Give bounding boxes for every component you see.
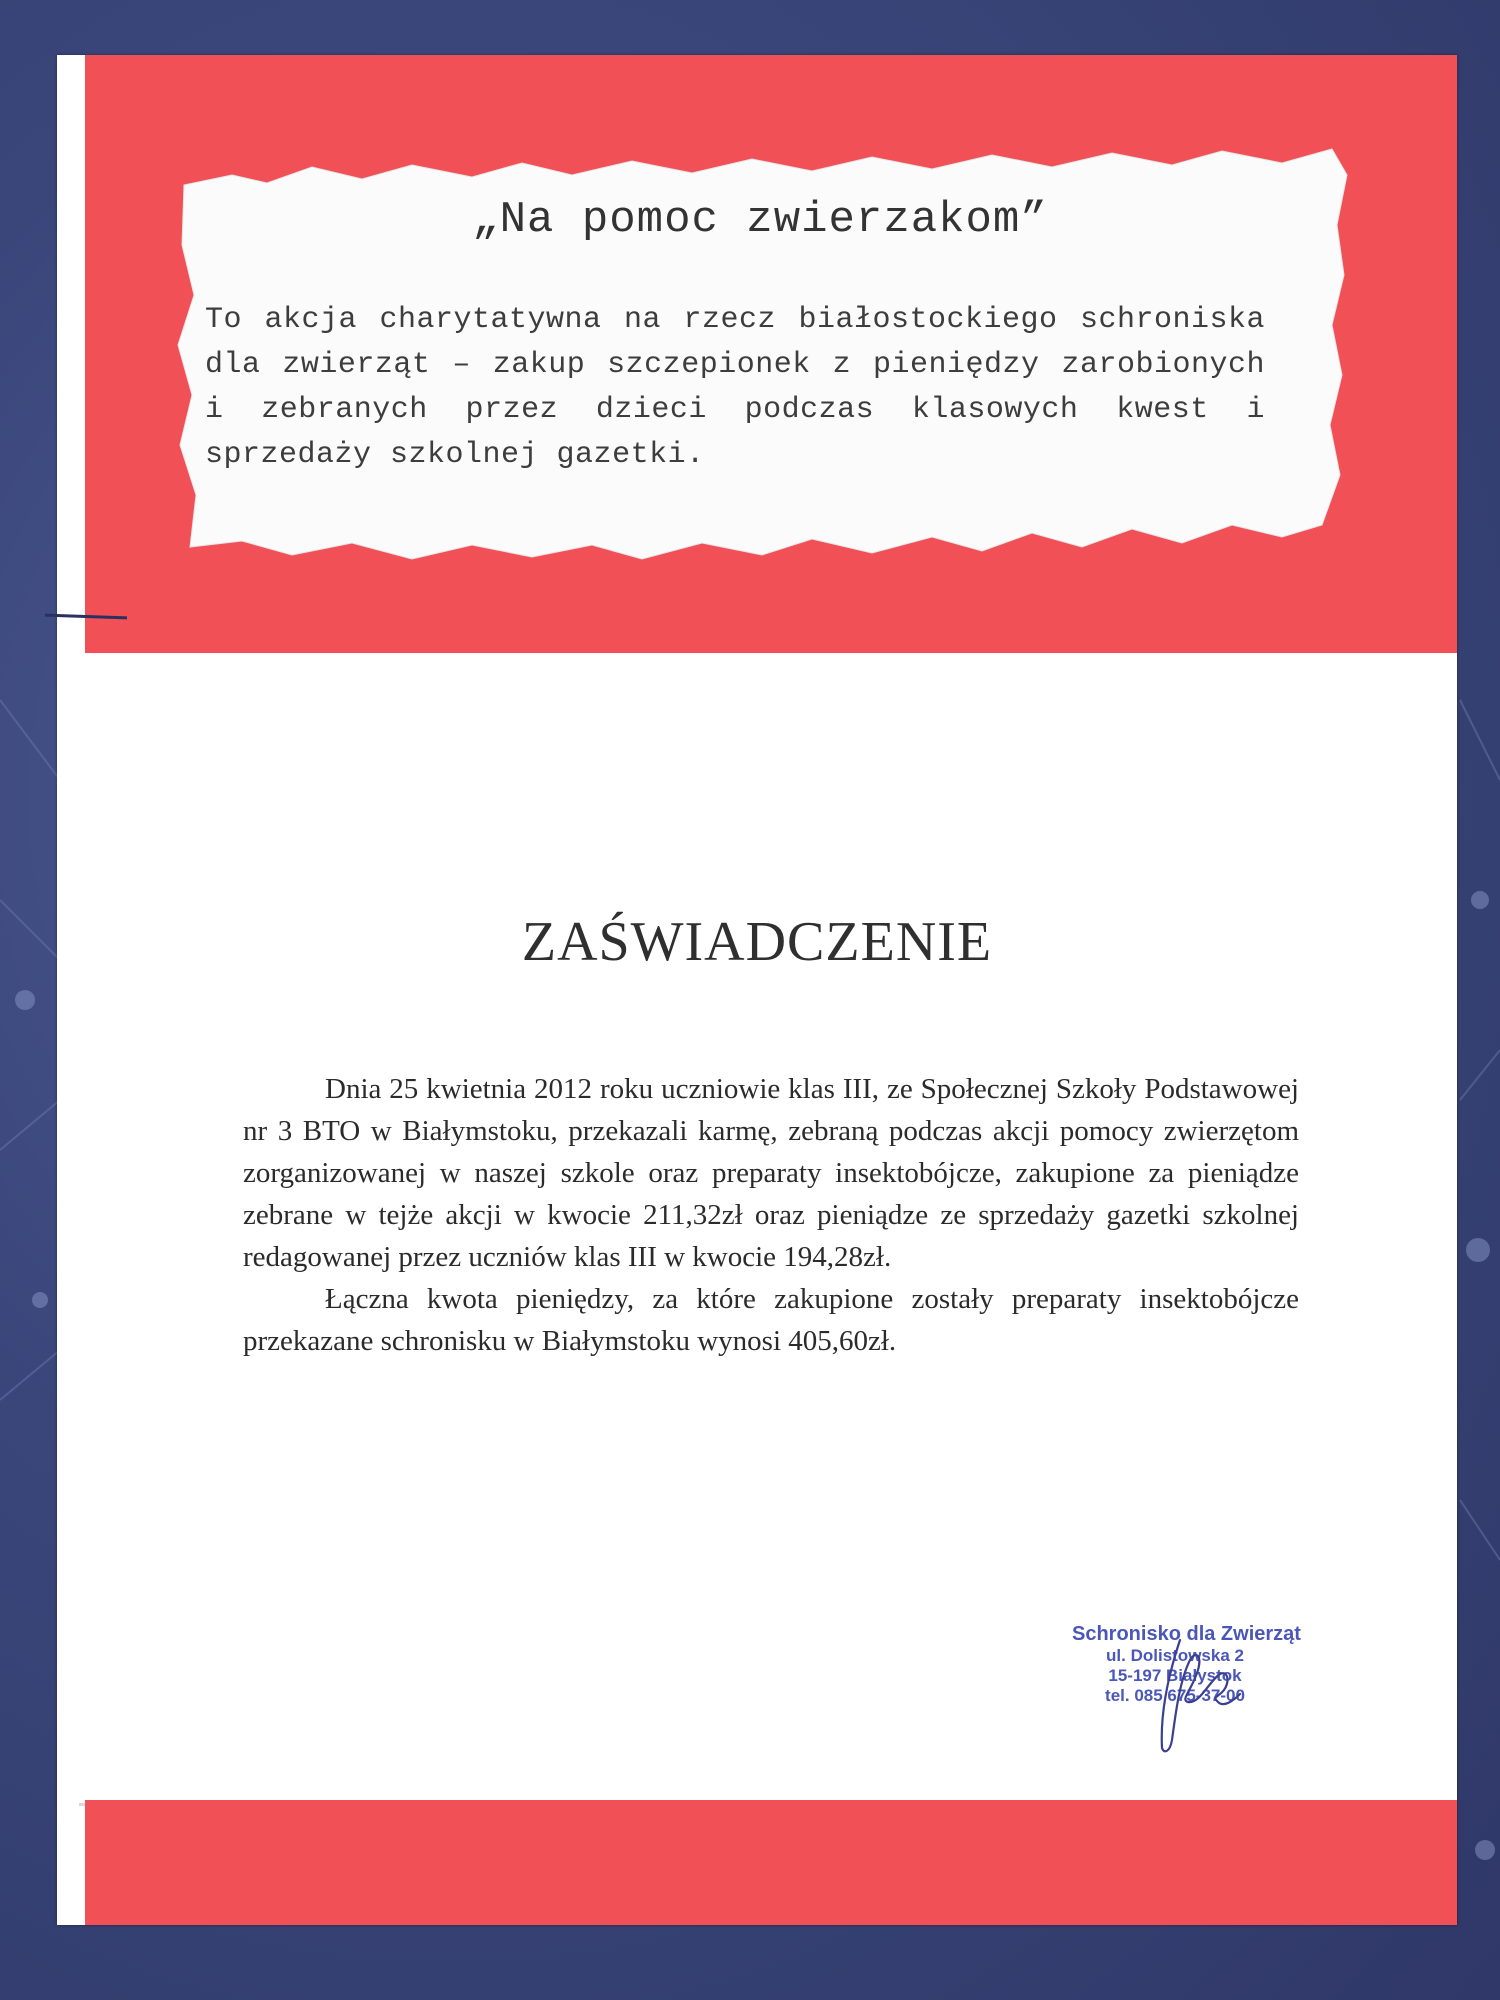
- certificate-title: ZAŚWIADCZENIE: [521, 911, 993, 973]
- stamp-line-street: ul. Dolistowska 2: [1106, 1646, 1244, 1665]
- red-bottom-panel: [85, 1800, 1457, 1925]
- action-title: „Na pomoc zwierzakom”: [472, 195, 1048, 245]
- certificate-paragraph-2: Łączna kwota pieniędzy, za które zakupione zostały preparaty insektobójcze przekazane schronisku w Białymstoku wynosi 405,60zł.: [243, 1283, 1299, 1357]
- action-description: To akcja charytatywna na rzecz białostockiego schroniska dla zwierząt – zakup szczepionek z pieniędzy zarobionych i zebranych przez dzieci podczas klasowych kwest i sprzedaży szkolnej gazetki.: [205, 303, 1265, 472]
- stamp-line-name: Schronisko dla Zwierząt: [1072, 1623, 1301, 1645]
- stamp-line-phone: tel. 085 675-37-00: [1105, 1686, 1245, 1705]
- handwritten-signature: [1140, 1630, 1250, 1760]
- certificate-body: [243, 1068, 1299, 1362]
- certificate-paragraph-1: Dnia 25 kwietnia 2012 roku uczniowie klas III, ze Społecznej Szkoły Podstawowej nr 3 BTO w Białymstoku, przekazali karmę, zebraną podczas akcji pomocy zwierzętom zorganizowanej w naszej szkole oraz preparaty insektobójcze, zakupione za pieniądze zebrane w tejże akcji w kwocie 211,32zł oraz pieniądze ze sprzedaży gazetki szkolnej redagowanej przez uczniów klas III w kwocie 194,28zł.: [243, 1073, 1299, 1273]
- stamp-line-city: 15-197 Białystok: [1108, 1666, 1242, 1685]
